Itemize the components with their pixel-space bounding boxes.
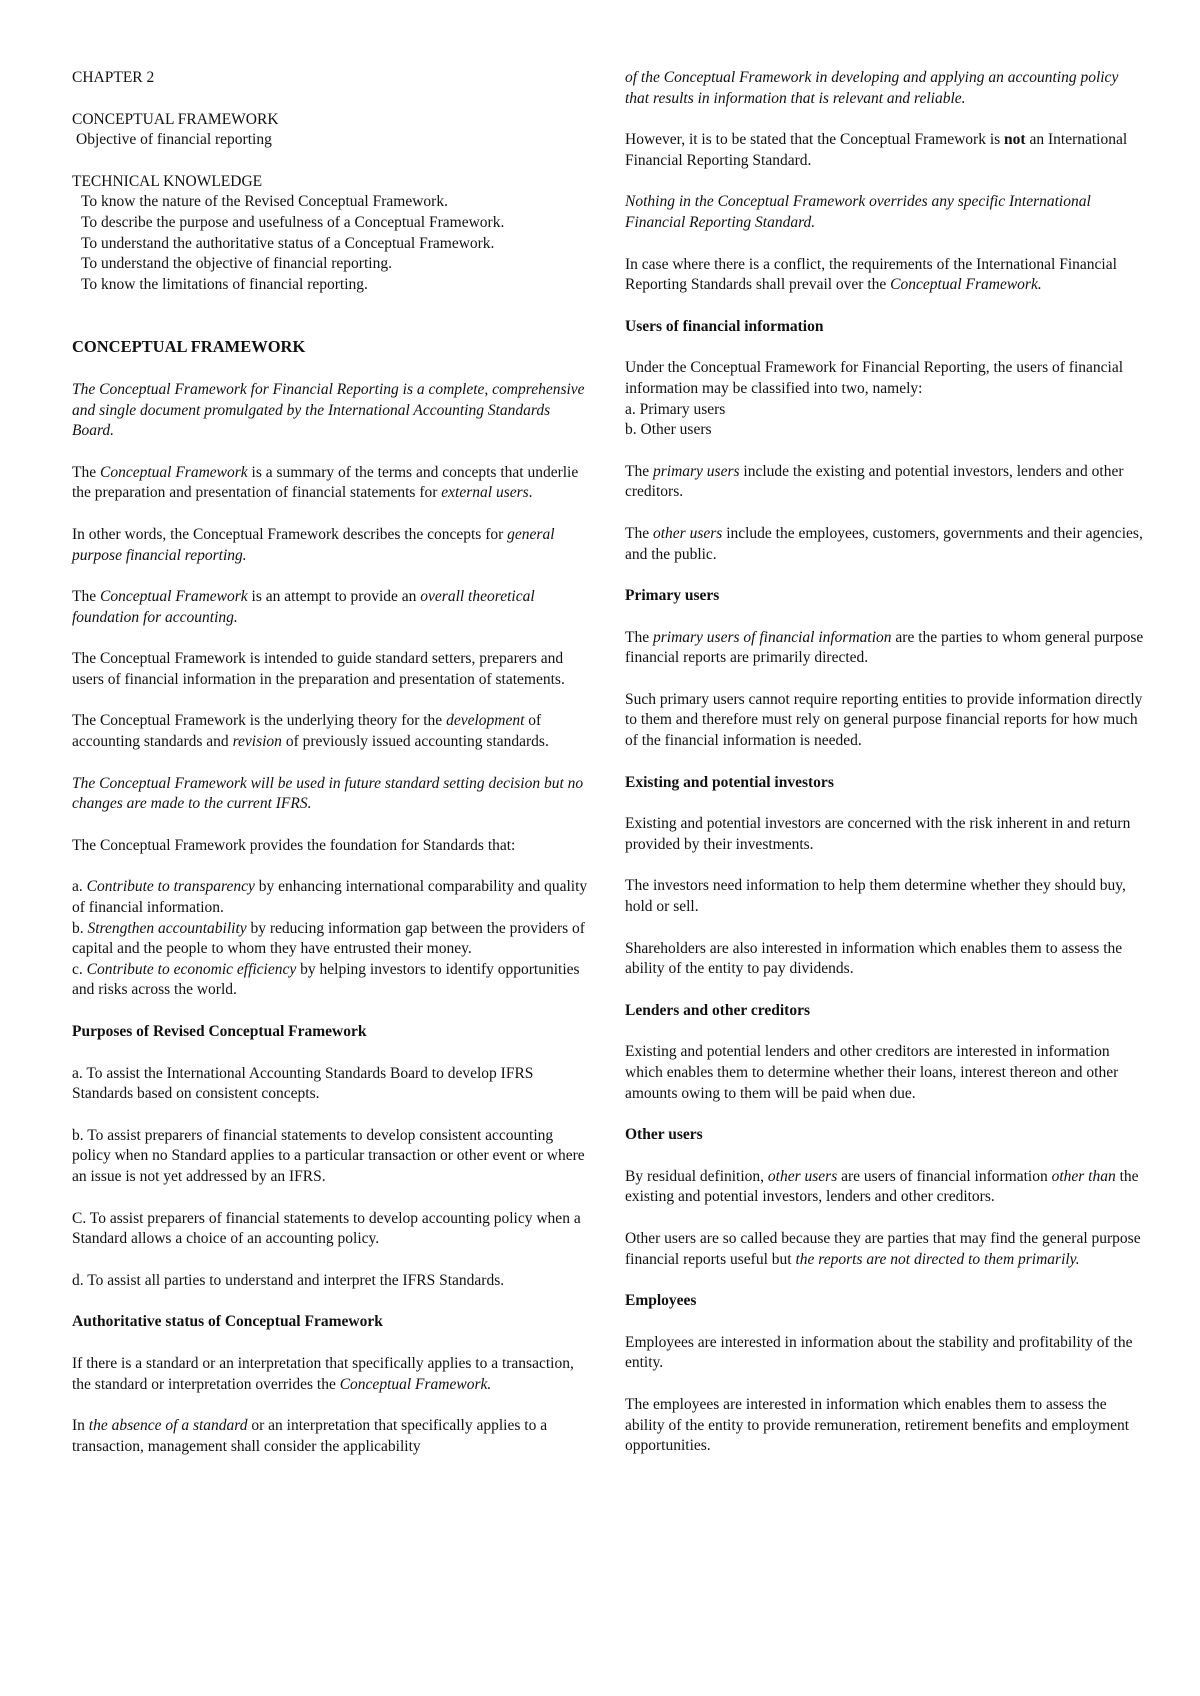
paragraph: Existing and potential investors are concerned with the risk inherent in and return provided by their investments. <box>625 815 1131 853</box>
list-item: a. To assist the International Accounting Standards Board to develop IFRS Standards based on consistent concepts. <box>72 1064 534 1103</box>
list-item: b. To assist preparers of financial statements to develop consistent accounting policy when no Standard applies to a particular transaction or other event or where an issue is not yet addressed by an IFRS. <box>72 1126 585 1185</box>
right-column <box>625 68 1145 1478</box>
paragraph: Employees are interested in information about the stability and profitability of the entity. <box>625 1333 1133 1372</box>
paragraph: Such primary users cannot require reporting entities to provide information directly to them and therefore must rely on general purpose financial reports for how much of the financial information is needed. <box>625 690 1143 750</box>
paragraph: The Conceptual Framework is a summary of the terms and concepts that underlie the preparation and presentation of financial statements for external users. <box>72 463 579 502</box>
paragraph: The Conceptual Framework is the underlying theory for the development of accounting standards and revision of previously issued accounting standards. <box>72 712 549 751</box>
paragraph: In case where there is a conflict, the requirements of the International Financial Reporting Standards shall prevail over the Conceptual Framework. <box>625 255 1117 294</box>
paragraph: The primary users of financial information are the parties to whom general purpose financial reports are primarily directed. <box>625 628 1144 667</box>
list-item: b. Strengthen accountability by reducing information gap between the providers of capital and the people to whom they have entrusted their money. <box>72 919 585 958</box>
paragraph: The primary users include the existing and potential investors, lenders and other creditors. <box>625 462 1124 501</box>
technical-knowledge-list <box>72 192 592 295</box>
list-item: To understand the objective of financial reporting. <box>81 255 392 273</box>
paragraph: The Conceptual Framework provides the foundation for Standards that: <box>72 836 516 854</box>
investors-heading: Existing and potential investors <box>625 773 834 791</box>
list-item: To describe the purpose and usefulness of a Conceptual Framework. <box>81 213 505 231</box>
paragraph: Nothing in the Conceptual Framework overrides any specific International Financial Reporting Standard. <box>625 193 1091 231</box>
authoritative-heading: Authoritative status of Conceptual Framework <box>72 1313 383 1331</box>
left-column <box>72 68 592 1478</box>
paragraph: The investors need information to help them determine whether they should buy, hold or sell. <box>625 877 1126 916</box>
section-heading: CONCEPTUAL FRAMEWORK <box>72 337 306 357</box>
standards-list <box>72 877 592 1001</box>
paragraph: Existing and potential lenders and other creditors are interested in information which enables them to determine whether their loans, interest thereon and other amounts owing to them will be paid when due. <box>625 1043 1119 1102</box>
paragraph: By residual definition, other users are users of financial information other than the existing and potential investors, lenders and other creditors. <box>625 1167 1139 1206</box>
paragraph: In other words, the Conceptual Framework describes the concepts for general purpose financial reporting. <box>72 525 555 564</box>
list-item: To know the nature of the Revised Conceptual Framework. <box>81 193 448 211</box>
other-users-heading: Other users <box>625 1126 703 1144</box>
users-heading: Users of financial information <box>625 317 824 335</box>
paragraph: Under the Conceptual Framework for Financial Reporting, the users of financial information may be classified into two, namely: <box>625 359 1124 397</box>
paragraph: The other users include the employees, customers, governments and their agencies, and the public. <box>625 524 1143 563</box>
chapter-label: CHAPTER 2 <box>72 69 155 86</box>
employees-heading: Employees <box>625 1292 697 1310</box>
paragraph: The Conceptual Framework will be used in future standard setting decision but no changes are made to the current IFRS. <box>72 774 584 813</box>
list-item: a. Primary users <box>625 400 726 418</box>
list-item: To understand the authoritative status of a Conceptual Framework. <box>81 234 495 252</box>
lenders-heading: Lenders and other creditors <box>625 1001 810 1019</box>
list-item: d. To assist all parties to understand and interpret the IFRS Standards. <box>72 1271 505 1289</box>
technical-knowledge-heading: TECHNICAL KNOWLEDGE <box>72 172 263 190</box>
paragraph: Other users are so called because they are parties that may find the general purpose financial reports useful but the reports are not directed to them primarily. <box>625 1229 1141 1268</box>
paragraph: However, it is to be stated that the Conceptual Framework is not an International Financial Reporting Standard. <box>625 131 1128 169</box>
chapter-subtitle: Objective of financial reporting <box>76 131 272 149</box>
paragraph: Shareholders are also interested in information which enables them to assess the ability of the entity to pay dividends. <box>625 939 1123 978</box>
purposes-heading: Purposes of Revised Conceptual Framework <box>72 1023 367 1040</box>
paragraph: The Conceptual Framework is an attempt to provide an overall theoretical foundation for accounting. <box>72 588 535 626</box>
primary-users-heading: Primary users <box>625 587 720 605</box>
paragraph: The employees are interested in information which enables them to assess the ability of the entity to provide remuneration, retirement benefits and employment opportunities. <box>625 1395 1130 1455</box>
list-item: To know the limitations of financial reporting. <box>81 275 368 293</box>
intro-paragraph: The Conceptual Framework for Financial Reporting is a complete, comprehensive and single document promulgated by the International Accounting Standards Board. <box>72 380 585 440</box>
chapter-title: CONCEPTUAL FRAMEWORK <box>72 110 279 128</box>
paragraph: of the Conceptual Framework in developing and applying an accounting policy that results in information that is relevant and reliable. <box>625 69 1119 107</box>
list-item: a. Contribute to transparency by enhancing international comparability and quality of financial information. <box>72 878 588 917</box>
list-item: b. Other users <box>625 421 712 439</box>
paragraph: In the absence of a standard or an interpretation that specifically applies to a transaction, management shall consider the applicability <box>72 1417 548 1455</box>
paragraph: If there is a standard or an interpretation that specifically applies to a transaction, the standard or interpretation overrides the Conceptual Framework. <box>72 1354 574 1393</box>
list-item: C. To assist preparers of financial statements to develop accounting policy when a Standard allows a choice of an accounting policy. <box>72 1209 581 1248</box>
list-item: c. Contribute to economic efficiency by helping investors to identify opportunities and risks across the world. <box>72 960 580 999</box>
paragraph: The Conceptual Framework is intended to guide standard setters, preparers and users of financial information in the preparation and presentation of statements. <box>72 650 565 688</box>
